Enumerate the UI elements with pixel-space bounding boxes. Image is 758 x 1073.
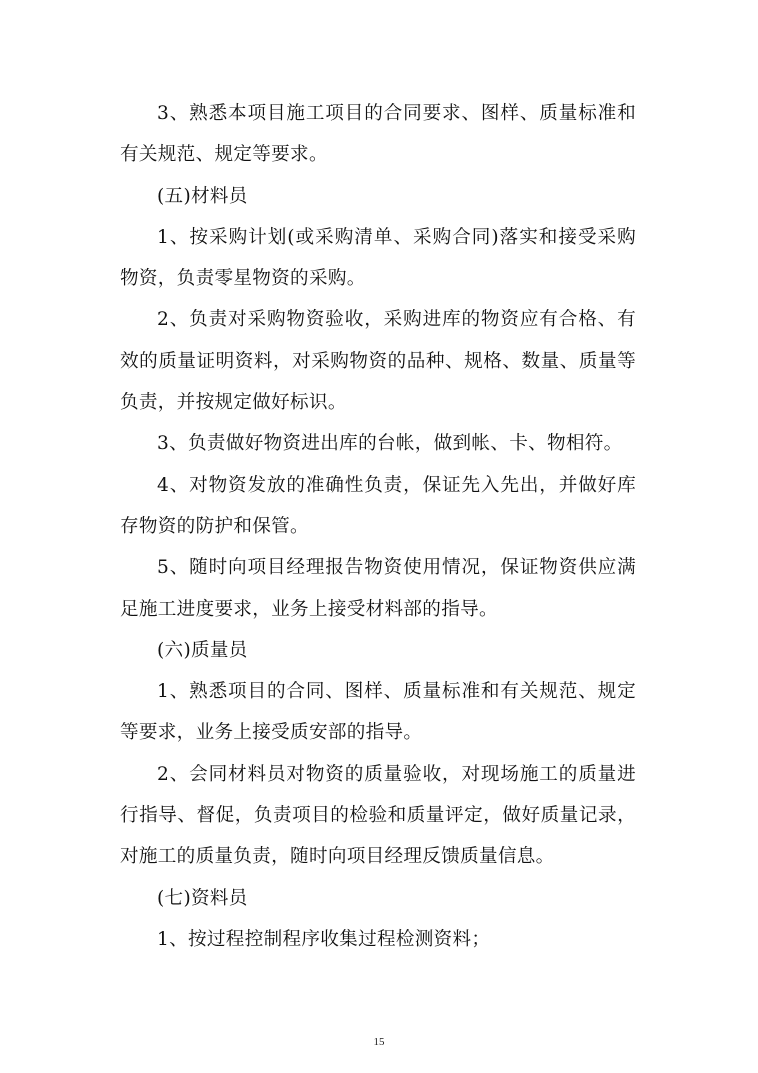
paragraph-item: 2、负责对采购物资验收，采购进库的物资应有合格、有效的质量证明资料，对采购物资的品种、规格、数量、质量等负责，并按规定做好标识。 bbox=[120, 309, 636, 414]
section-heading-materials-clerk: (五)材料员 bbox=[157, 185, 248, 207]
paragraph-item: 1、熟悉项目的合同、图样、质量标准和有关规范、规定等要求，业务上接受质安部的指导。 bbox=[120, 681, 636, 744]
paragraph-item: 5、随时向项目经理报告物资使用情况，保证物资供应满足施工进度要求，业务上接受材料部的指导。 bbox=[120, 557, 636, 620]
section-heading-quality-inspector: (六)质量员 bbox=[157, 639, 248, 661]
paragraph-item: 1、按采购计划(或采购清单、采购合同)落实和接受采购物资，负责零星物资的采购。 bbox=[120, 226, 636, 290]
page-number: 15 bbox=[373, 1036, 385, 1048]
paragraph-item: 4、对物资发放的准确性负责，保证先入先出，并做好库存物资的防护和保管。 bbox=[120, 474, 636, 537]
paragraph-item: 1、按过程控制程序收集过程检测资料； bbox=[157, 928, 491, 950]
document-body bbox=[120, 93, 636, 960]
paragraph-item: 3、负责做好物资进出库的台帐，做到帐、卡、物相符。 bbox=[157, 433, 623, 455]
paragraph-item: 2、会同材料员对物资的质量验收，对现场施工的质量进行指导、督促，负责项目的检验和质量评定，做好质量记录，对施工的质量负责，随时向项目经理反馈质量信息。 bbox=[120, 763, 636, 868]
paragraph-item: 3、熟悉本项目施工项目的合同要求、图样、质量标准和有关规范、规定等要求。 bbox=[120, 103, 636, 166]
section-heading-documentation-clerk: (七)资料员 bbox=[157, 887, 248, 909]
